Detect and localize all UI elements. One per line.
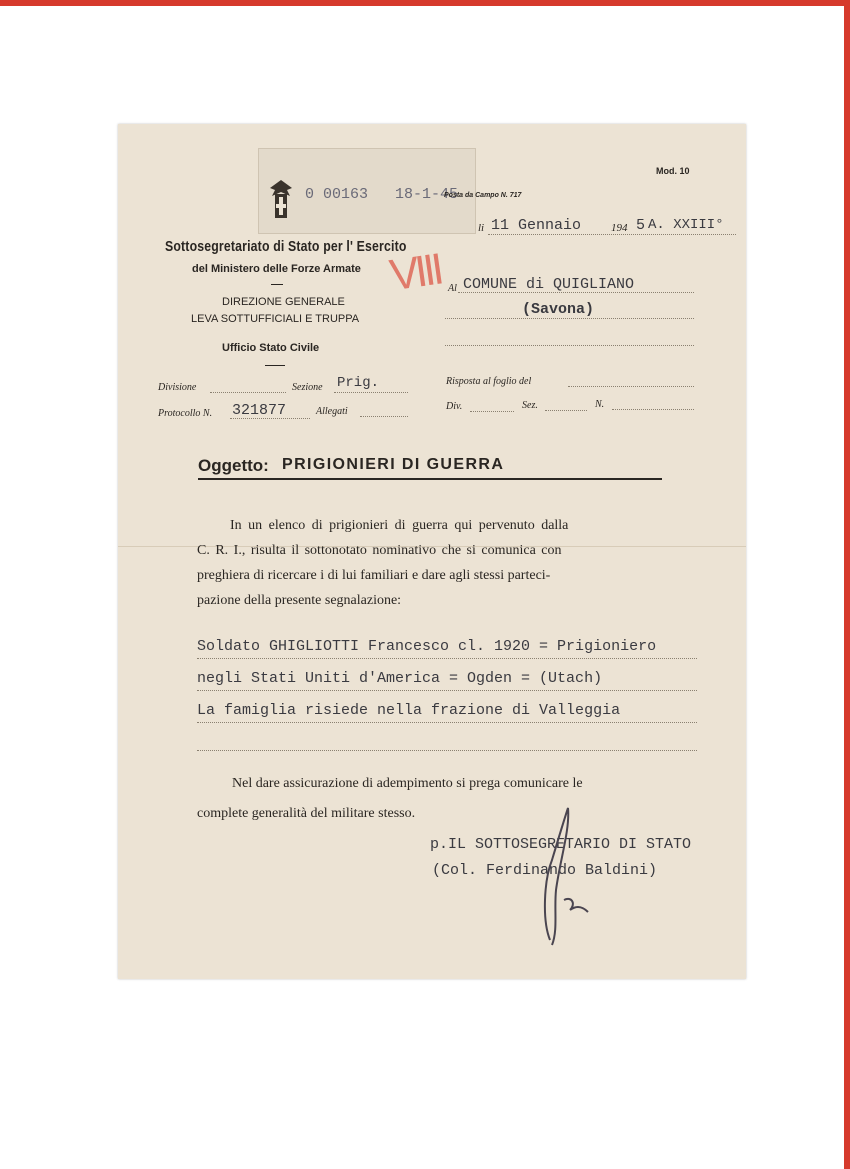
closing-line-1: Nel dare assicurazione di adempimento si prega comunicare le [232,776,583,791]
subject-text: PRIGIONIERI DI GUERRA [282,456,505,473]
recipient-prefix: Al [448,283,457,294]
typed-line-3: La famiglia risiede nella frazione di Valleggia [197,702,621,719]
sezione-label: Sezione [292,382,323,393]
posta-campo: Posta da Campo N. 717 [444,192,522,199]
typed-line-2: negli Stati Uniti d'America = Ogden = (Utach) [197,670,603,687]
date-era: A. XXIII° [648,217,724,233]
risposta-label: Risposta al foglio del [446,376,532,387]
subject-label: Oggetto: [198,456,269,475]
sez-label: Sez. [522,400,538,411]
handwritten-signature [530,800,600,950]
divisione-label: Divisione [158,382,197,393]
recipient-place: (Savona) [522,301,595,318]
protocollo-value: 321877 [232,402,287,419]
sezione-value: Prig. [337,375,380,391]
sender-office: Ufficio Stato Civile [222,342,320,354]
signature-title: p.IL SOTTOSEGRETARIO DI STATO [430,836,692,853]
sender-ministry: Sottosegretariato di Stato per l' Esercito [165,238,407,255]
body-line-3: preghiera di ricercare i di lui familiari e dare agli stessi parteci- [197,568,551,583]
recipient-name: COMUNE di QUIGLIANO [463,276,635,293]
div-label: Div. [446,401,463,412]
closing-line-2: complete generalità del militare stesso. [197,806,416,821]
sender-division: LEVA SOTTUFFICIALI E TRUPPA [191,313,360,325]
page-edge-top [0,0,850,6]
subject-underline [198,478,662,480]
n-label: N. [595,399,605,410]
date-year-suffix: 5 [636,217,646,234]
page-edge-right [844,0,850,1169]
body-line-2: C. R. I., risulta il sottonotato nominativo che si comunica con [197,543,562,558]
red-pencil-mark: VIII [386,244,444,301]
sender-direction: DIREZIONE GENERALE [222,296,345,308]
form-model: Mod. 10 [656,166,690,176]
date-day-month: 11 Gennaio [491,217,582,234]
signature-name: (Col. Ferdinando Baldini) [432,862,658,879]
body-line-4: pazione della presente segnalazione: [197,593,402,608]
date-prefix: li [478,222,485,234]
allegati-label: Allegati [316,406,348,417]
sender-dept: del Ministero delle Forze Armate [192,263,361,275]
body-line-1: In un elenco di prigionieri di guerra qui pervenuto dalla [230,518,569,533]
protocollo-label: Protocollo N. [158,408,213,419]
date-year-prefix: 194 [611,222,628,234]
stamp-date: 18-1-45 [395,186,459,203]
stamp-number: 0 00163 [305,186,369,203]
eagle-emblem-icon [266,178,296,222]
typed-line-1: Soldato GHIGLIOTTI Francesco cl. 1920 = Prigioniero [197,638,657,655]
